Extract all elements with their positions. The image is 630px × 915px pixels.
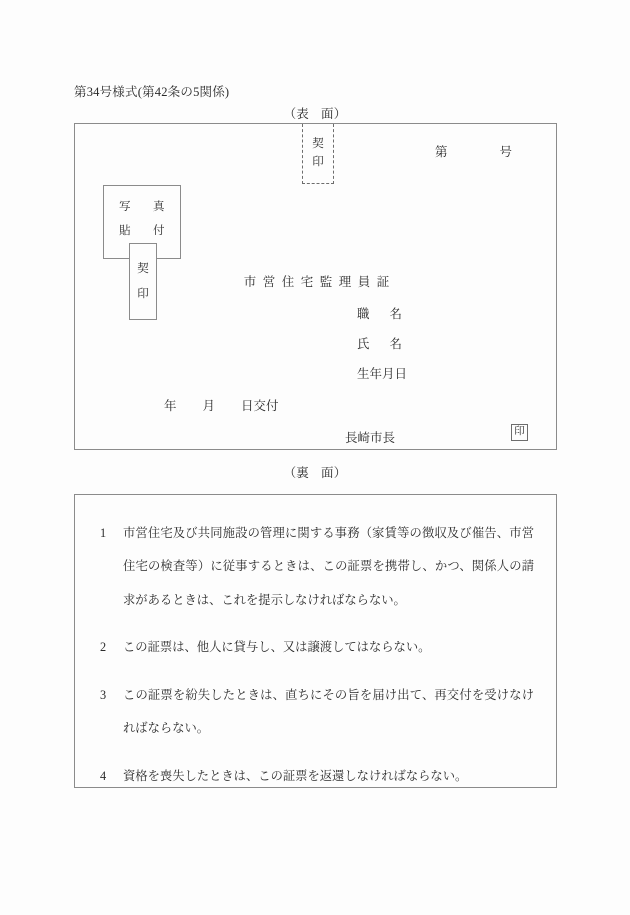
photo-label-1b: 真 xyxy=(153,201,165,213)
photo-label-1a: 写 xyxy=(119,201,131,213)
keiin-solid-char-1: 契 xyxy=(137,263,149,276)
note-text: この証票を紛失したときは、直ちにその旨を届け出て、再交付を受けなければならない。 xyxy=(123,687,534,736)
note-number: 1 xyxy=(100,526,107,540)
photo-box-line-2 xyxy=(104,220,180,244)
note-text: この証票は、他人に貸与し、又は譲渡してはならない。 xyxy=(123,640,431,655)
issue-year-label: 年 xyxy=(164,399,177,413)
note-number: 4 xyxy=(100,768,107,783)
issue-month-label: 月 xyxy=(202,399,216,413)
keiin-seal-solid-box xyxy=(129,243,157,320)
serial-prefix-label: 第 xyxy=(435,145,448,159)
issue-date-line xyxy=(164,396,279,414)
issuer-name: 長崎市長 xyxy=(345,431,396,445)
photo-box-line-1 xyxy=(104,196,180,220)
back-side-caption xyxy=(0,463,630,481)
form-number-heading: 第34号様式(第42条の5関係) xyxy=(74,85,230,99)
keiin-solid-char-2: 印 xyxy=(137,287,149,300)
list-item xyxy=(97,679,534,746)
certificate-title: 市営住宅監理員証 xyxy=(243,275,396,289)
back-caption-right: 面） xyxy=(321,466,347,480)
field-person-name-label-a: 氏 xyxy=(357,337,370,351)
list-item xyxy=(97,760,534,793)
photo-label-2a: 貼 xyxy=(119,224,131,237)
front-caption-left: （表 xyxy=(283,107,309,121)
front-side-caption xyxy=(0,104,630,122)
field-birthdate: 生年月日 xyxy=(357,367,408,381)
keiin-dashed-char-1: 契 xyxy=(312,137,324,150)
photo-label-2b: 付 xyxy=(153,224,165,237)
field-person-name xyxy=(357,334,402,352)
list-item xyxy=(97,631,534,664)
field-person-name-label-b: 名 xyxy=(389,337,403,351)
keiin-dashed-char-2: 印 xyxy=(312,155,324,168)
certificate-front-card xyxy=(74,123,557,450)
keiin-seal-dashed-box xyxy=(302,124,334,184)
notes-list xyxy=(75,495,558,793)
serial-number-row xyxy=(435,142,512,160)
note-number: 3 xyxy=(100,687,107,702)
note-text: 資格を喪失したときは、この証票を返還しなければならない。 xyxy=(123,768,468,783)
certificate-back-card xyxy=(74,494,557,788)
serial-suffix-label: 号 xyxy=(499,145,513,159)
issuer-seal-box: 印 xyxy=(511,424,528,441)
field-job-title-label-b: 名 xyxy=(389,307,403,321)
back-caption-left: （裏 xyxy=(283,466,309,480)
field-job-title xyxy=(357,304,402,322)
list-item xyxy=(97,517,534,617)
note-number: 2 xyxy=(100,640,107,655)
field-job-title-label-a: 職 xyxy=(357,307,370,321)
issue-day-label: 日交付 xyxy=(241,399,279,413)
note-text: 市営住宅及び共同施設の管理に関する事務（家賃等の徴収及び催告、市営住宅の検査等）に従事するときは、この証票を携帯し、かつ、関係人の請求があるときは、これを提示しなければならない。 xyxy=(123,526,534,607)
front-caption-right: 面） xyxy=(321,107,347,121)
